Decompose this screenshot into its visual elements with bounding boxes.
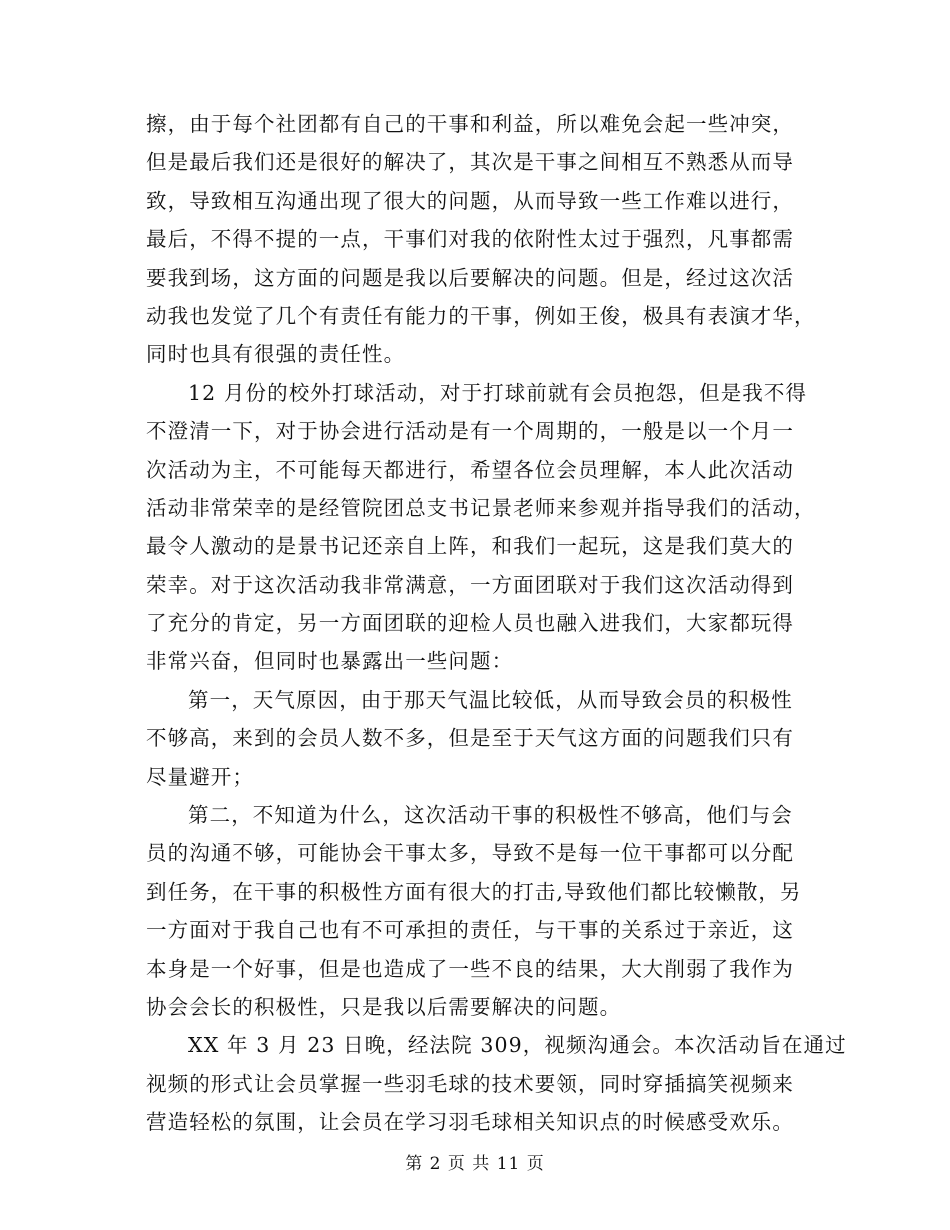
text-line: 了充分的肯定，另一方面团联的迎检人员也融入进我们，大家都玩得 (146, 611, 794, 636)
text-line: 活动非常荣幸的是经管院团总支书记景老师来参观并指导我们的活动， (146, 495, 816, 520)
paragraph-start-line: 第一，天气原因，由于那天气温比较低，从而导致会员的积极性 (188, 687, 793, 712)
paragraph-start-line: 12 月份的校外打球活动，对于打球前就有会员抱怨，但是我不得 (188, 380, 808, 405)
body-text (146, 105, 847, 1142)
text-line: 不够高，来到的会员人数不多，但是至于天气这方面的问题我们只有 (146, 726, 794, 751)
text-line: 本身是一个好事，但是也造成了一些不良的结果，大大削弱了我作为 (146, 956, 794, 981)
paragraph-start-line: 第二，不知道为什么，这次活动干事的积极性不够高，他们与会 (188, 803, 793, 828)
text-line: 员的沟通不够，可能协会干事太多，导致不是每一位干事都可以分配 (146, 841, 794, 866)
text-line: 次活动为主，不可能每天都进行，希望各位会员理解，本人此次活动 (146, 457, 794, 482)
paragraph-start-line: XX 年 3 月 23 日晚，经法院 309，视频沟通会。本次活动旨在通过 (188, 1033, 847, 1058)
text-line: 但是最后我们还是很好的解决了，其次是干事之间相互不熟悉从而导 (146, 150, 794, 175)
text-line: 营造轻松的氛围，让会员在学习羽毛球相关知识点的时候感受欢乐。 (146, 1110, 794, 1135)
text-line: 一方面对于我自己也有不可承担的责任，与干事的关系过于亲近，这 (146, 918, 794, 943)
text-line: 不澄清一下，对于协会进行活动是有一个周期的，一般是以一个月一 (146, 419, 794, 444)
text-line: 视频的形式让会员掌握一些羽毛球的技术要领，同时穿插搞笑视频来 (146, 1071, 794, 1096)
page-footer: 第 2 页 共 11 页 (405, 1154, 545, 1174)
text-line: 同时也具有很强的责任性。 (146, 342, 406, 367)
text-line: 动我也发觉了几个有责任有能力的干事，例如王俊，极具有表演才华， (146, 303, 816, 328)
text-line: 要我到场，这方面的问题是我以后要解决的问题。但是，经过这次活 (146, 265, 794, 290)
text-line: 最令人激动的是景书记还亲自上阵，和我们一起玩，这是我们莫大的 (146, 534, 794, 559)
text-line: 协会会长的积极性，只是我以后需要解决的问题。 (146, 994, 622, 1019)
text-line: 最后，不得不提的一点，干事们对我的依附性太过于强烈，凡事都需 (146, 227, 794, 252)
text-line: 荣幸。对于这次活动我非常满意，一方面团联对于我们这次活动得到 (146, 572, 794, 597)
text-line: 致，导致相互沟通出现了很大的问题，从而导致一些工作难以进行， (146, 188, 794, 213)
text-line: 擦，由于每个社团都有自己的干事和利益，所以难免会起一些冲突， (146, 112, 794, 136)
text-line: 非常兴奋，但同时也暴露出一些问题： (146, 649, 514, 674)
text-line: 尽量避开； (146, 764, 254, 789)
text-line: 到任务，在干事的积极性方面有很大的打击,导致他们都比较懒散，另 (146, 879, 802, 904)
